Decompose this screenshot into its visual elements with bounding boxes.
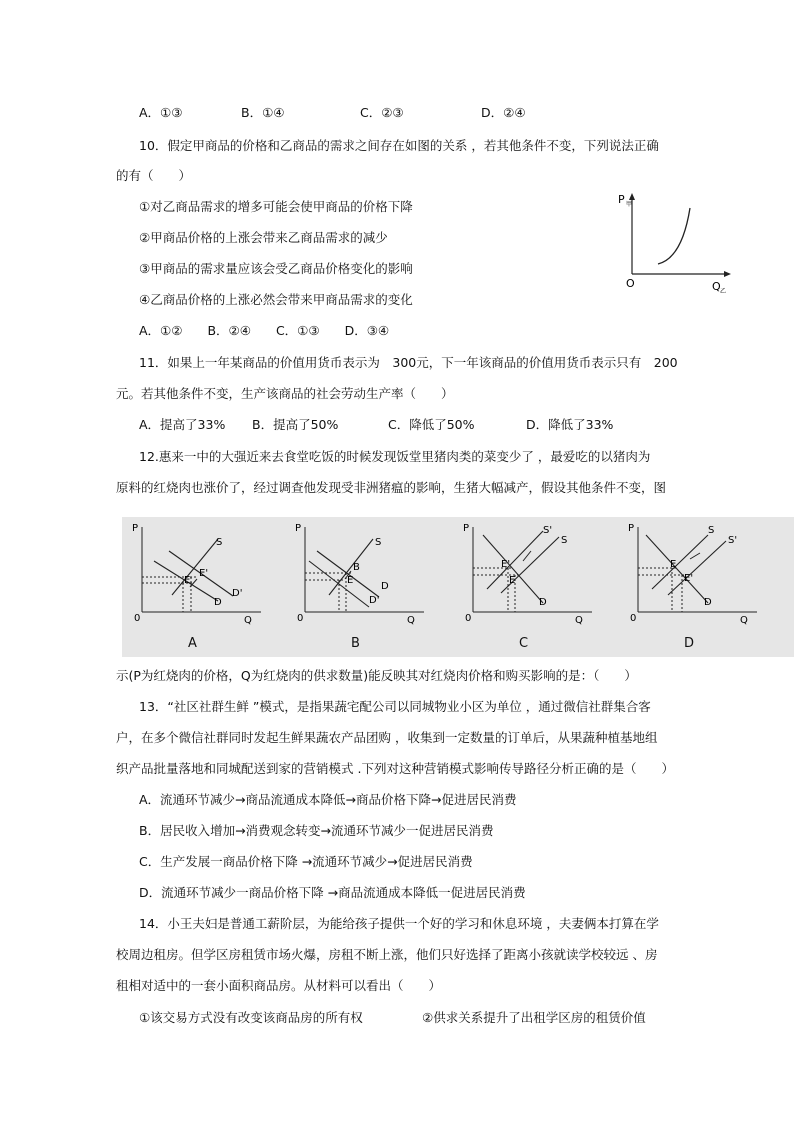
q9-option-b: B．①④ bbox=[241, 105, 285, 120]
q10-statement-1: ①对乙商品需求的增多可能会使甲商品的价格下降 bbox=[139, 199, 413, 214]
q11-stem-line1: 11．如果上一年某商品的价值用货币表示为 300元，下一年该商品的价值用货币表示只有 200 bbox=[139, 355, 678, 370]
graph-d-label-5: D bbox=[704, 597, 712, 608]
graph-a-q: Q bbox=[244, 615, 252, 626]
q13-option-a: A．流通环节减少→商品流通成本降低→商品价格下降→促进居民消费 bbox=[139, 792, 517, 807]
q13-option-c: C．生产发展一商品价格下降 →流通环节减少→促进居民消费 bbox=[139, 854, 473, 869]
q13-stem-line2: 户，在多个微信社群同时发起生鲜果蔬农产品团购 ，收集到一定数量的订单后，从果蔬种植基地组 bbox=[116, 730, 658, 745]
q13-option-d: D．流通环节减少一商品价格下降 →商品流通成本降低一促进居民消费 bbox=[139, 885, 526, 900]
q11-option-c: C．降低了50% bbox=[388, 417, 475, 432]
graph-c-label-2: S bbox=[561, 535, 568, 546]
q12-graph-strip bbox=[122, 517, 794, 657]
graph-d-label-3: E bbox=[670, 559, 677, 570]
graph-b-p: P bbox=[295, 523, 302, 534]
graph-a-label-1: S bbox=[216, 537, 223, 548]
graph-a-p: P bbox=[132, 523, 139, 534]
graph-c-label-5: D bbox=[539, 597, 547, 608]
graph-c-origin: 0 bbox=[465, 613, 472, 624]
q10-stem-line2: 的有（ ） bbox=[116, 168, 192, 183]
graph-b-label-4: D bbox=[381, 581, 389, 592]
q11-option-a: A．提高了33% bbox=[139, 417, 226, 432]
q14-statement-1: ①该交易方式没有改变该商品房的所有权 bbox=[139, 1010, 363, 1025]
q10-statement-4: ④乙商品价格的上涨必然会带来甲商品需求的变化 bbox=[139, 292, 413, 307]
graph-c-label-4: E bbox=[509, 575, 516, 586]
q12-graph-a bbox=[126, 517, 286, 657]
graph-d-q: Q bbox=[740, 615, 748, 626]
graph-a-label-5: D bbox=[214, 597, 222, 608]
graph-d-label-1: S bbox=[708, 525, 715, 536]
graph-d-caption: D bbox=[684, 636, 695, 651]
q9-option-a: A．①③ bbox=[139, 105, 183, 120]
q13-stem-line1: 13．“社区社群生鲜 ”模式，是指果蔬宅配公司以同城物业小区为单位 ，通过微信社群集合客 bbox=[139, 699, 651, 714]
q10-y-label: P bbox=[618, 193, 625, 206]
q10-origin: O bbox=[626, 277, 635, 290]
q9-option-d: D．②④ bbox=[481, 105, 526, 120]
q12-stem-line3: 示(P为红烧肉的价格，Q为红烧肉的供求数量)能反映其对红烧肉价格和购买影响的是：（ ） bbox=[116, 668, 637, 683]
q11-option-b: B．提高了50% bbox=[252, 417, 339, 432]
q10-y-sub: 甲 bbox=[626, 201, 633, 208]
q10-price-demand-graph bbox=[608, 190, 738, 300]
graph-b-label-5: D' bbox=[369, 595, 380, 606]
graph-d-p: P bbox=[628, 523, 635, 534]
graph-b-origin: 0 bbox=[297, 613, 304, 624]
q13-stem-line3: 织产品批量落地和同城配送到家的营销模式 .下列对这种营销模式影响传导路径分析正确的是（ ） bbox=[116, 761, 674, 776]
q14-stem-line3: 租相对适中的一套小面积商品房。从材料可以看出（ ） bbox=[116, 978, 442, 993]
q11-option-d: D．降低了33% bbox=[526, 417, 614, 432]
graph-a-label-3: E bbox=[184, 575, 191, 586]
q12-graph-c bbox=[457, 517, 617, 657]
q14-stem-line2: 校周边租房。但学区房租赁市场火爆，房租不断上涨，他们只好选择了距离小孩就读学校较远 、房 bbox=[116, 947, 658, 962]
graph-b-q: Q bbox=[407, 615, 415, 626]
graph-b-label-3: B bbox=[353, 562, 360, 573]
q12-graph-b bbox=[289, 517, 449, 657]
graph-b-label-1: S bbox=[375, 537, 382, 548]
graph-b-caption: B bbox=[351, 636, 360, 651]
q14-statement-2: ②供求关系提升了出租学区房的租赁价值 bbox=[422, 1010, 646, 1025]
graph-a-caption: A bbox=[188, 636, 197, 651]
q12-graph-d bbox=[622, 517, 782, 657]
graph-a-label-2: E' bbox=[199, 568, 209, 579]
q10-x-sub: 乙 bbox=[720, 288, 727, 295]
q14-stem-line1: 14．小王夫妇是普通工薪阶层，为能给孩子提供一个好的学习和休息环境 ，夫妻俩本打算在学 bbox=[139, 916, 659, 931]
graph-c-q: Q bbox=[575, 615, 583, 626]
graph-a-origin: 0 bbox=[134, 613, 141, 624]
graph-d-label-2: S' bbox=[728, 535, 738, 546]
q10-stem-line1: 10．假定甲商品的价格和乙商品的需求之间存在如图的关系 ，若其他条件不变，下列说法正确 bbox=[139, 138, 659, 153]
q11-stem-line2: 元。若其他条件不变，生产该商品的社会劳动生产率（ ） bbox=[116, 386, 454, 401]
graph-a-label-4: D' bbox=[232, 588, 243, 599]
q9-option-c: C．②③ bbox=[360, 105, 404, 120]
graph-c-p: P bbox=[463, 523, 470, 534]
graph-d-origin: 0 bbox=[630, 613, 637, 624]
q12-stem-line2: 原料的红烧肉也涨价了，经过调查他发现受非洲猪瘟的影响，生猪大幅减产，假设其他条件不变，图 bbox=[116, 480, 667, 495]
q10-x-label: Q bbox=[712, 280, 721, 293]
q10-options: A．①② B．②④ C．①③ D．③④ bbox=[139, 323, 390, 338]
graph-d-label-4: E' bbox=[684, 573, 694, 584]
q10-statement-3: ③甲商品的需求量应该会受乙商品价格变化的影响 bbox=[139, 261, 413, 276]
q12-stem-line1: 12.惠来一中的大强近来去食堂吃饭的时候发现饭堂里猪肉类的菜变少了 ，最爱吃的以猪肉为 bbox=[139, 449, 651, 464]
q13-option-b: B．居民收入增加→消费观念转变→流通环节减少一促进居民消费 bbox=[139, 823, 494, 838]
graph-b-label-2: E bbox=[347, 575, 354, 586]
q10-statement-2: ②甲商品价格的上涨会带来乙商品需求的减少 bbox=[139, 230, 388, 245]
graph-c-caption: C bbox=[519, 636, 529, 651]
graph-c-label-1: S' bbox=[543, 525, 553, 536]
graph-c-label-3: E' bbox=[501, 559, 511, 570]
